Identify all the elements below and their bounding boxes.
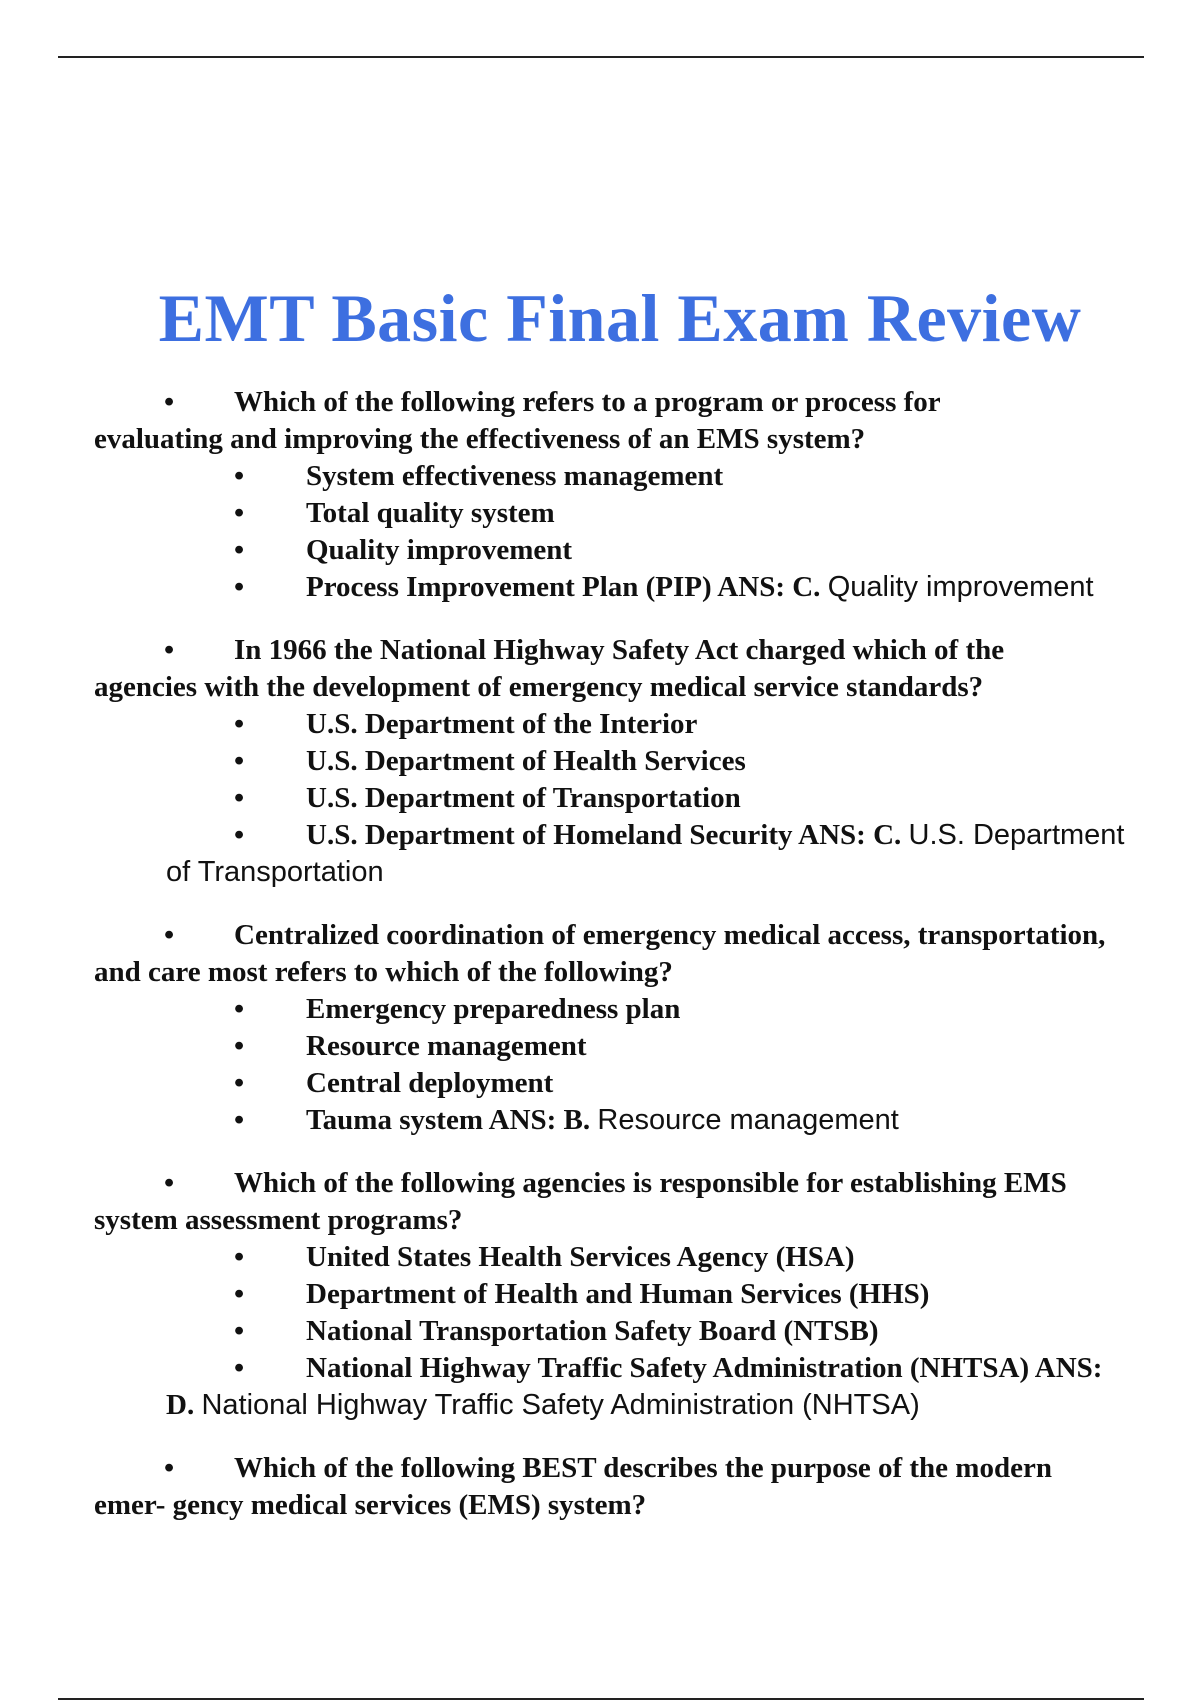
bullet-icon: •: [234, 1352, 245, 1384]
option-b: • U.S. Department of Health Services: [94, 743, 1200, 780]
question-block-5: [94, 1450, 1200, 1524]
option-c: • U.S. Department of Transportation: [94, 780, 1200, 817]
bullet-icon: •: [234, 1104, 245, 1136]
bullet-icon: •: [234, 497, 245, 529]
option-c: • National Transportation Safety Board (NTSB): [94, 1313, 1200, 1350]
bullet-icon: •: [234, 1278, 245, 1310]
bullet-icon: •: [234, 1241, 245, 1273]
answer-letter: D.: [166, 1389, 195, 1421]
top-rule: [58, 56, 1144, 58]
bullet-icon: •: [234, 1315, 245, 1347]
option-a: • Emergency preparedness plan: [94, 991, 1200, 1028]
question-stem-cont: and care most refers to which of the following?: [94, 956, 673, 988]
question-stem: • Which of the following BEST describes the purpose of the modern: [94, 1450, 1200, 1487]
bullet-icon: •: [234, 745, 245, 777]
question-block-3: [94, 917, 1200, 1139]
question-block-2: [94, 632, 1200, 891]
option-c: • Central deployment: [94, 1065, 1200, 1102]
option-a: • System effectiveness management: [94, 458, 1200, 495]
option-b: • Department of Health and Human Services (HHS): [94, 1276, 1200, 1313]
page-title: EMT Basic Final Exam Review: [158, 280, 1082, 356]
option-d: • National Highway Traffic Safety Administration (NHTSA) ANS:: [94, 1350, 1200, 1387]
question-block-1: [94, 384, 1200, 606]
question-stem: • Centralized coordination of emergency medical access, transportation,: [94, 917, 1200, 954]
question-block-4: [94, 1165, 1200, 1424]
bullet-icon: •: [234, 993, 245, 1025]
bullet-icon: •: [164, 919, 175, 951]
option-b: • Total quality system: [94, 495, 1200, 532]
option-b: • Resource management: [94, 1028, 1200, 1065]
option-c: • Quality improvement: [94, 532, 1200, 569]
question-stem: • In 1966 the National Highway Safety Act charged which of the: [94, 632, 1200, 669]
bullet-icon: •: [234, 1067, 245, 1099]
answer-text: U.S. Department: [908, 819, 1125, 851]
bullet-icon: •: [234, 708, 245, 740]
bullet-icon: •: [234, 534, 245, 566]
question-stem: • Which of the following refers to a program or process for: [94, 384, 1200, 421]
bullet-icon: •: [234, 819, 245, 851]
option-d: • U.S. Department of Homeland Security ANS: C. U.S. Department: [94, 817, 1200, 854]
option-a: • U.S. Department of the Interior: [94, 706, 1200, 743]
bullet-icon: •: [164, 386, 175, 418]
bullet-icon: •: [164, 1167, 175, 1199]
answer-text: Resource management: [597, 1104, 899, 1136]
question-stem-cont: emer- gency medical services (EMS) system?: [94, 1489, 647, 1521]
bullet-icon: •: [234, 460, 245, 492]
answer-text: Quality improvement: [827, 571, 1094, 603]
document-body: [94, 384, 1200, 1550]
question-stem-cont: system assessment programs?: [94, 1204, 463, 1236]
bullet-icon: •: [234, 782, 245, 814]
option-a: • United States Health Services Agency (HSA): [94, 1239, 1200, 1276]
answer-text-cont: of Transportation: [166, 856, 384, 888]
option-d: • Process Improvement Plan (PIP) ANS: C. Quality improvement: [94, 569, 1200, 606]
question-stem-cont: agencies with the development of emergency medical service standards?: [94, 671, 984, 703]
question-stem: • Which of the following agencies is responsible for establishing EMS: [94, 1165, 1200, 1202]
bullet-icon: •: [164, 1452, 175, 1484]
option-d: • Tauma system ANS: B. Resource management: [94, 1102, 1200, 1139]
question-stem-cont: evaluating and improving the effectiveness of an EMS system?: [94, 423, 866, 455]
answer-text-cont: D. National Highway Traffic Safety Administration (NHTSA): [166, 1389, 920, 1421]
bullet-icon: •: [234, 571, 245, 603]
bullet-icon: •: [234, 1030, 245, 1062]
bullet-icon: •: [164, 634, 175, 666]
